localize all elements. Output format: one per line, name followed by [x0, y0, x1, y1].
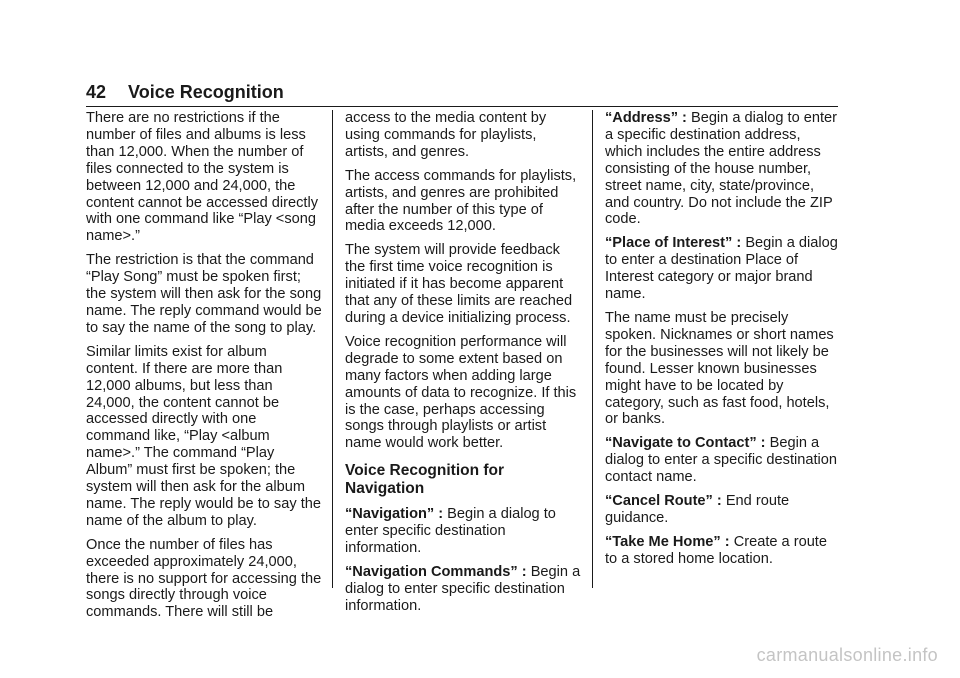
- definition-term: “Take Me Home” :: [605, 533, 730, 550]
- paragraph: Once the number of files has exceeded approximately 24,000, there is no support for accessing the songs directly through voice commands. There will still be: [86, 536, 322, 621]
- definition: [605, 235, 841, 303]
- definition-text: Begin a dialog to enter specific destination information.: [345, 506, 556, 557]
- column-2: [345, 110, 581, 622]
- column-3: [605, 110, 841, 575]
- page-title: Voice Recognition: [128, 82, 284, 102]
- definition-term: “Navigation” :: [345, 506, 444, 523]
- paragraph: The name must be precisely spoken. Nicknames or short names for the businesses will not likely be found. Lesser known businesses might have to be located by category, such as fast food, hotels, or banks.: [605, 309, 834, 428]
- paragraph: access to the media content by using commands for playlists, artists, and genres.: [345, 110, 547, 160]
- definition: [345, 506, 581, 557]
- definition: [605, 110, 841, 228]
- paragraph: The system will provide feedback the first time voice recognition is initiated if it has become apparent that any of these limits are reached during a device initializing process.: [345, 242, 573, 326]
- definition-text: Create a route to a stored home location.: [605, 533, 827, 567]
- paragraph: There are no restrictions if the number of files and albums is less than 12,000. When the number of files connected to the system is between 12,000 and 24,000, the content cannot be accessed directly with one command like “Play <song name>.”: [86, 110, 319, 245]
- definition-term: “Navigation Commands” :: [345, 563, 527, 580]
- paragraph: The restriction is that the command “Play Song” must be spoken first; the system will then ask for the song name. The reply command would be to say the name of the song to play.: [86, 252, 322, 336]
- paragraph: Voice recognition performance will degrade to some extent based on many factors when adding large amounts of data to recognize. If this is the case, perhaps accessing songs through playlists or artist name would work better.: [345, 333, 577, 452]
- definition-text: Begin a dialog to enter a destination Place of Interest category or major brand name.: [605, 235, 838, 303]
- paragraph: The access commands for playlists, artists, and genres are prohibited after the number of this type of media exceeds 12,000.: [345, 167, 577, 235]
- definition: [605, 534, 841, 568]
- definition-term: “Address” :: [605, 110, 687, 126]
- definition-text: Begin a dialog to enter a specific destination address, which includes the entire address consisting of the house number, street name, city, state/province, and country. Do not include the ZIP code.: [605, 110, 838, 228]
- definition-text: Begin a dialog to enter a specific destination contact name.: [605, 435, 838, 486]
- page-header: [86, 82, 838, 107]
- column-1: [86, 110, 322, 628]
- paragraph: Similar limits exist for album content. If there are more than 12,000 albums, but less than 24,000, the content cannot be accessed directly with one command like, “Play <album name>.” The command “Play Album” must first be spoken; the system will then ask for the album name. The reply would be to say the name of the album to play.: [86, 343, 321, 529]
- column-divider: [332, 110, 333, 588]
- definition-text: Begin a dialog to enter specific destination information.: [345, 563, 581, 614]
- definition-term: “Navigate to Contact” :: [605, 435, 766, 452]
- definition: [605, 435, 841, 486]
- page-number: 42: [86, 82, 107, 102]
- definition: [345, 564, 581, 615]
- definition-term: “Place of Interest” :: [605, 235, 742, 252]
- column-divider: [592, 110, 593, 588]
- watermark: carmanualsonline.info: [756, 645, 938, 665]
- definition-text: End route guidance.: [605, 493, 790, 526]
- definition: [605, 493, 841, 527]
- section-heading: Voice Recognition for Navigation: [345, 462, 505, 498]
- definition-term: “Cancel Route” :: [605, 493, 722, 510]
